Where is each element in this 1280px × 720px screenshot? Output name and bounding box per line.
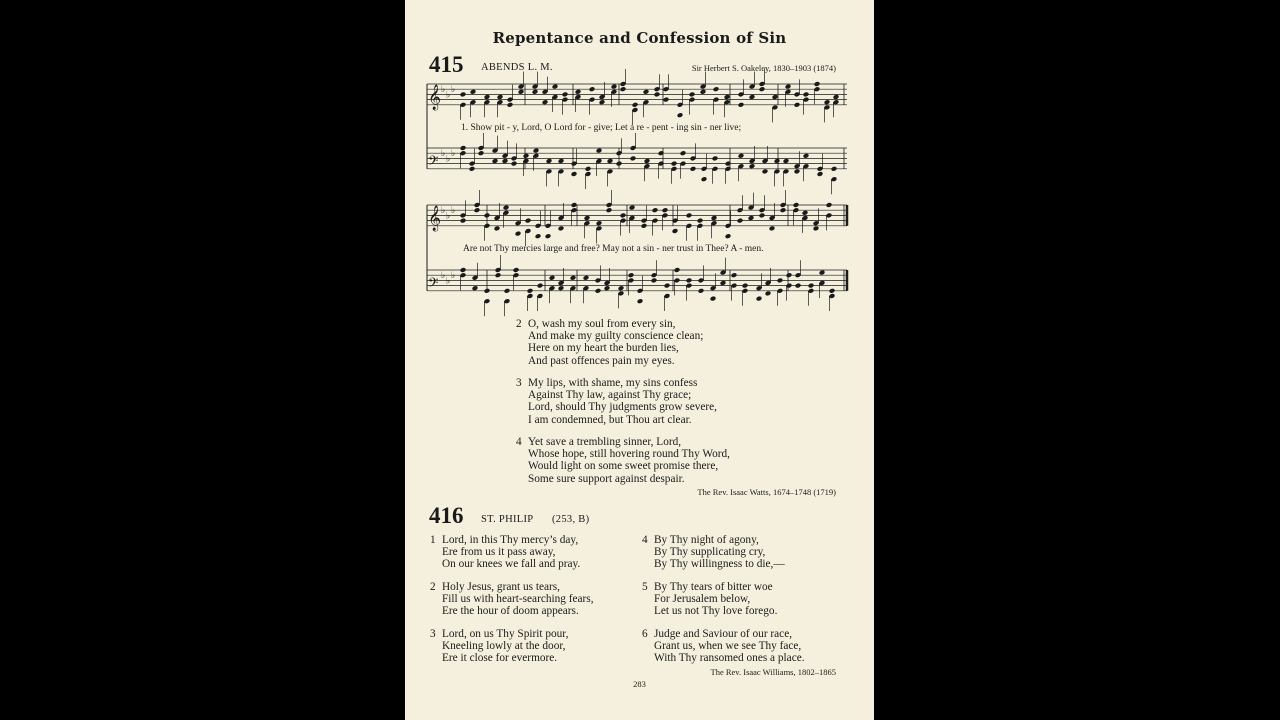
note-head (671, 161, 678, 167)
note-head (700, 89, 707, 95)
note-head (507, 102, 514, 108)
hymn-415-stanza-4 (516, 436, 730, 485)
note-head (672, 228, 679, 234)
page-number: 283 (633, 679, 646, 689)
note-head (460, 267, 467, 273)
note-head (793, 202, 800, 208)
note-head (686, 212, 693, 218)
note-head (819, 270, 826, 276)
music-score (405, 0, 874, 320)
note-head (794, 168, 801, 174)
note-head (664, 283, 671, 289)
stanza-number: 4 (642, 534, 648, 546)
flat-sign: ♭ (451, 85, 456, 96)
note-head (641, 223, 648, 229)
note-head (495, 272, 502, 278)
hymn-416-stanza-2 (430, 581, 594, 618)
flat-sign: ♭ (451, 271, 456, 282)
clef: 𝄞 (428, 84, 442, 110)
note-head (589, 86, 596, 92)
stanza-line: Lord, should Thy judgments grow severe, (528, 401, 717, 414)
note-head (469, 166, 476, 172)
note-head (643, 89, 650, 95)
note-head (795, 283, 802, 289)
note-head (817, 171, 824, 177)
clef: 𝄢 (428, 274, 439, 294)
flat-sign: ♭ (446, 276, 451, 287)
note-head (537, 283, 544, 289)
note-head (511, 161, 518, 167)
hymn-416-stanza-6 (642, 628, 805, 665)
stanza-line: Grant us, when we see Thy face, (654, 640, 802, 653)
stanza-line: For Jerusalem below, (654, 593, 751, 606)
stanza-line: With Thy ransomed ones a place. (654, 652, 805, 665)
note-head (484, 94, 491, 100)
flat-sign: ♭ (441, 271, 446, 282)
clef: 𝄞 (428, 205, 442, 231)
note-head (606, 207, 613, 213)
note-head (549, 275, 556, 281)
stanza-line: Judge and Saviour of our race, (654, 628, 793, 640)
note-head (783, 158, 790, 164)
note-head (562, 91, 569, 97)
flat-sign: ♭ (446, 90, 451, 101)
note-head (637, 298, 644, 304)
hymn-415-stanza-2 (516, 318, 703, 367)
note-head (814, 81, 821, 87)
stanza-line: Holy Jesus, grant us tears, (442, 581, 560, 593)
stanza-line: Would light on some sweet promise there, (528, 460, 719, 473)
hymn-416-author: The Rev. Isaac Williams, 1802–1865 (710, 667, 836, 677)
note-head (808, 283, 815, 289)
stanza-number: 2 (516, 318, 522, 330)
hymn-416-stanza-1 (430, 534, 580, 571)
note-head (484, 212, 491, 218)
flat-sign: ♭ (441, 85, 446, 96)
flat-sign: ♭ (451, 206, 456, 217)
note-head (725, 233, 732, 239)
note-head (523, 153, 530, 159)
stanza-line: By Thy tears of bitter woe (654, 581, 773, 593)
flat-sign: ♭ (441, 149, 446, 160)
note-head (604, 285, 611, 291)
note-head (756, 296, 763, 302)
note-head (558, 285, 565, 291)
stanza-number: 6 (642, 628, 648, 640)
clef: 𝄢 (428, 152, 439, 172)
stanza-line: By Thy willingness to die,— (654, 558, 785, 571)
note-head (824, 99, 831, 105)
note-head (504, 288, 511, 294)
stanza-line: Yet save a trembling sinner, Lord, (528, 436, 682, 448)
note-head (680, 150, 687, 156)
note-head (677, 112, 684, 118)
note-head (662, 207, 669, 213)
hymn-415-lyric-line-2: Are not Thy mercies large and free? May not a sin - ner trust in Thee? A - men. (463, 244, 764, 254)
note-head (513, 267, 520, 273)
note-head (607, 158, 614, 164)
stanza-line: I am condemned, but Thou art clear. (528, 413, 692, 426)
note-head (731, 272, 738, 278)
note-head (632, 102, 639, 108)
note-head (652, 207, 659, 213)
note-head (542, 99, 549, 105)
hymnal-page (405, 0, 874, 720)
hymn-415-author: The Rev. Isaac Watts, 1674–1748 (1719) (697, 487, 836, 497)
note-head (595, 288, 602, 294)
note-head (515, 231, 522, 237)
note-head (545, 233, 552, 239)
note-head (618, 285, 625, 291)
note-head (596, 148, 603, 154)
stanza-line: And make my guilty conscience clean; (528, 330, 704, 343)
note-head (472, 285, 479, 291)
hymn-415-number: 415 (429, 52, 464, 77)
note-head (546, 158, 553, 164)
note-head (749, 163, 756, 169)
note-head (628, 272, 635, 278)
note-head (742, 283, 749, 289)
stanza-line: Some sure support against despair. (528, 472, 685, 485)
note-head (785, 84, 792, 90)
note-head (651, 277, 658, 283)
note-head (713, 86, 720, 92)
note-head (829, 288, 836, 294)
note-head (533, 148, 540, 154)
note-head (765, 290, 772, 296)
note-head (759, 86, 766, 92)
note-head (737, 218, 744, 224)
flat-sign: ♭ (441, 206, 446, 217)
note-head (724, 94, 731, 100)
stanza-line: Fill us with heart-searching fears, (442, 593, 594, 606)
note-head (698, 288, 705, 294)
stanza-line: Ere the hour of doom appears. (442, 605, 579, 618)
note-head (571, 202, 578, 208)
note-head (786, 272, 793, 278)
stanza-line: Ere from us it pass away, (442, 546, 556, 559)
note-head (611, 84, 618, 90)
note-head (663, 97, 670, 103)
stanza-line: Let us not Thy love forego. (654, 605, 778, 618)
hymn-416-tune-ref: (253, B) (552, 514, 590, 525)
note-head (596, 220, 603, 226)
stanza-line: My lips, with shame, my sins confess (528, 377, 698, 389)
stanza-line: Against Thy law, against Thy grace; (528, 389, 692, 402)
flat-sign: ♭ (446, 211, 451, 222)
note-head (558, 225, 565, 231)
hymn-415-lyric-line-1: 1. Show pit - y, Lord, O Lord for - give; Let a re - pent - ing sin - ner live; (461, 123, 742, 133)
note-head (599, 99, 606, 105)
stanza-number: 4 (516, 436, 522, 448)
note-head (470, 89, 477, 95)
stanza-line: Whose hope, still hovering round Thy Word, (528, 448, 730, 461)
stanza-number: 3 (430, 628, 436, 640)
note-head (826, 202, 833, 208)
note-head (712, 155, 719, 161)
note-head (532, 89, 539, 95)
note-head (484, 288, 491, 294)
note-head (780, 207, 787, 213)
stanza-number: 2 (430, 581, 436, 593)
note-head (690, 166, 697, 172)
note-head (552, 84, 559, 90)
note-head (620, 212, 627, 218)
note-head (710, 296, 717, 302)
note-head (525, 218, 532, 224)
note-head (772, 94, 779, 100)
note-head (571, 171, 578, 177)
note-head (502, 158, 509, 164)
stanza-number: 5 (642, 581, 648, 593)
hymn-415-composer: Sir Herbert S. Oakeley, 1830–1903 (1874) (691, 63, 836, 73)
note-head (674, 267, 681, 273)
note-head (583, 275, 590, 281)
note-head (644, 158, 651, 164)
note-head (616, 161, 623, 167)
stanza-line: Lord, on us Thy Spirit pour, (442, 628, 569, 640)
note-head (803, 91, 810, 97)
note-head (769, 225, 776, 231)
hymn-416-number: 416 (429, 503, 464, 528)
note-head (584, 215, 591, 221)
hymn-416-stanza-5 (642, 581, 777, 618)
note-head (535, 233, 542, 239)
note-head (460, 91, 467, 97)
note-head (629, 205, 636, 211)
note-head (460, 145, 467, 151)
stanza-line: By Thy night of agony, (654, 534, 759, 546)
note-head (503, 205, 510, 211)
note-head (774, 158, 781, 164)
note-head (833, 94, 840, 100)
section-title: Repentance and Confession of Sin (492, 29, 787, 47)
stanza-line: On our knees we fall and pray. (442, 558, 581, 571)
note-head (802, 210, 809, 216)
note-head (558, 158, 565, 164)
note-head (738, 153, 745, 159)
stanza-line: O, wash my soul from every sin, (528, 318, 676, 330)
note-head (630, 155, 637, 161)
note-head (794, 102, 801, 108)
stanza-line: Ere it close for evermore. (442, 652, 558, 665)
stanza-line: And past offences pain my eyes. (528, 354, 675, 367)
note-head (460, 218, 467, 224)
stanza-line: Here on my heart the burden lies, (528, 342, 679, 355)
note-head (492, 158, 499, 164)
note-head (689, 91, 696, 97)
stanza-number: 3 (516, 377, 522, 389)
note-head (813, 225, 820, 231)
note-head (620, 86, 627, 92)
note-head (494, 225, 501, 231)
note-head (474, 207, 481, 213)
note-head (575, 89, 582, 95)
note-head (759, 212, 766, 218)
stanza-line: Kneeling lowly at the door, (442, 640, 566, 653)
flat-sign: ♭ (446, 154, 451, 165)
note-head (518, 89, 525, 95)
hymn-415-stanza-3 (516, 377, 717, 426)
note-head (686, 277, 693, 283)
note-head (748, 215, 755, 221)
note-head (738, 102, 745, 108)
note-head (749, 94, 756, 100)
note-head (478, 150, 485, 156)
note-head (585, 166, 592, 172)
note-head (570, 275, 577, 281)
hymn-416-stanza-3 (430, 628, 568, 665)
note-head (777, 277, 784, 283)
note-head (697, 218, 704, 224)
stanza-line: Lord, in this Thy mercy’s day, (442, 534, 579, 546)
note-head (803, 153, 810, 159)
note-head (497, 94, 504, 100)
note-head (762, 168, 769, 174)
note-head (711, 215, 718, 221)
note-head (720, 280, 727, 286)
hymn-416-tune: ST. PHILIP (481, 514, 534, 525)
note-head (527, 288, 534, 294)
flat-sign: ♭ (451, 149, 456, 160)
note-head (654, 91, 661, 97)
note-head (701, 176, 708, 182)
hymn-415-tune: ABENDS L. M. (481, 62, 553, 73)
hymn-416-stanza-4 (642, 534, 785, 571)
stanza-number: 1 (430, 534, 436, 546)
stanza-line: By Thy supplicating cry, (654, 546, 766, 559)
note-head (831, 166, 838, 172)
